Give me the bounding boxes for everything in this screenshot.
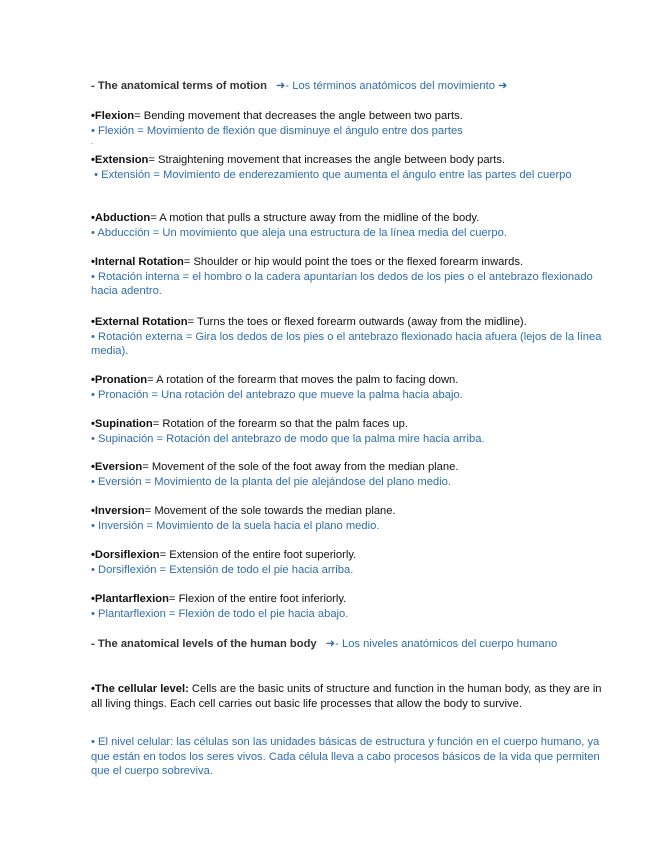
term-translation: • Pronación = Una rotación del antebrazo que mueve la palma hacia abajo. <box>91 388 463 401</box>
term-name: •External Rotation <box>91 316 188 328</box>
term-extension: •Extension= Straightening movement that increases the angle between body parts. • Extensión = Movimiento de enderezamiento que aumenta el ángulo entre las partes del cuerpo <box>91 153 603 182</box>
arrow-icon: ➜ <box>325 638 336 650</box>
section-heading-levels <box>91 637 603 652</box>
term-translation: • Extensión = Movimiento de enderezamiento que aumenta el ángulo entre las partes del cuerpo <box>91 168 572 181</box>
term-definition: Movement of the sole of the foot away from the median plane. <box>151 461 459 473</box>
term-definition: Turns the toes or flexed forearm outwards (away from the midline). <box>197 316 527 328</box>
term-external-rotation: •External Rotation= Turns the toes or flexed forearm outwards (away from the midline). • Rotación externa = Gira los dedos de los pies o el antebrazo flexionado hacia afuera (lejos de la línea media). <box>91 316 602 357</box>
section-heading-es: - Los términos anatómicos del movimiento ➜ <box>285 80 508 92</box>
term-name: •Abduction <box>91 212 151 224</box>
section-heading-es: - Los niveles anatómicos del cuerpo humano <box>335 638 558 650</box>
term-translation: • Supinación = Rotación del antebrazo de modo que la palma mire hacia arriba. <box>91 432 485 445</box>
term-eversion: •Eversion= Movement of the sole of the foot away from the median plane. • Eversión = Movimiento de la planta del pie alejándose del plano medio. <box>91 460 603 489</box>
section-heading-en: - The anatomical terms of motion <box>91 80 267 92</box>
term-pronation: •Pronation= A rotation of the forearm that moves the palm to facing down. • Pronación = Una rotación del antebrazo que mueve la palma hacia abajo. <box>91 373 603 402</box>
term-name: •Supination <box>91 418 153 430</box>
term-definition: Movement of the sole towards the median plane. <box>154 505 396 517</box>
term-name: •Eversion <box>91 461 143 473</box>
term-name: •Extension <box>91 154 149 166</box>
level-cellular <box>91 682 603 711</box>
term-translation: • Eversión = Movimiento de la planta del pie alejándose del plano medio. <box>91 475 451 488</box>
level-definition: Cells are the basic units of structure and function in the human body, as they are in all living things. Each cell carries out basic life processes that allow the body to survive. <box>91 683 602 710</box>
term-flexion: •Flexion= Bending movement that decreases the angle between two parts. • Flexión = Movimiento de flexión que disminuye el ángulo entre dos partes . <box>91 109 603 146</box>
section-heading-en: - The anatomical levels of the human body <box>91 638 317 650</box>
term-translation: • Inversión = Movimiento de la suela hacia el plano medio. <box>91 519 380 532</box>
term-name: •Plantarflexion <box>91 593 169 605</box>
term-translation: • Rotación externa = Gira los dedos de los pies o el antebrazo flexionado hacia afuera (lejos de la línea media). <box>91 330 602 357</box>
term-definition: A rotation of the forearm that moves the palm to facing down. <box>156 374 459 386</box>
term-name: •Dorsiflexion <box>91 549 160 561</box>
term-definition: Straightening movement that increases the angle between body parts. <box>158 154 506 166</box>
term-definition: Rotation of the forearm so that the palm faces up. <box>162 418 409 430</box>
section-heading-motion <box>91 79 603 94</box>
term-translation: • Plantarflexion = Flexión de todo el pie hacia abajo. <box>91 607 349 620</box>
term-translation: • Flexión = Movimiento de flexión que disminuye el ángulo entre dos partes <box>91 124 463 137</box>
term-internal-rotation: •Internal Rotation= Shoulder or hip would point the toes or the flexed forearm inwards. • Rotación interna = el hombro o la cadera apuntarían los dedos de los pies o el antebrazo flexionado hacia adentro. <box>91 255 603 299</box>
term-inversion: •Inversion= Movement of the sole towards the median plane. • Inversión = Movimiento de la suela hacia el plano medio. <box>91 504 603 533</box>
term-definition: Flexion of the entire foot inferiorly. <box>178 593 347 605</box>
term-plantarflexion: •Plantarflexion= Flexion of the entire foot inferiorly. • Plantarflexion = Flexión de todo el pie hacia abajo. <box>91 592 603 621</box>
term-dorsiflexion: •Dorsiflexion= Extension of the entire foot superiorly. • Dorsiflexión = Extensión de todo el pie hacia arriba. <box>91 548 603 577</box>
level-translation: • El nivel celular: las células son las unidades básicas de estructura y función en el cuerpo humano, ya que están en todos los seres vivos. Cada célula lleva a cabo procesos básicos de la vida que permiten que el cuerpo sobreviva. <box>91 736 600 777</box>
term-translation: • Dorsiflexión = Extensión de todo el pie hacia arriba. <box>91 563 354 576</box>
term-abduction: •Abduction= A motion that pulls a structure away from the midline of the body. • Abducción = Un movimiento que aleja una estructura de la línea media del cuerpo. <box>91 211 603 240</box>
term-definition: Bending movement that decreases the angle between two parts. <box>143 110 463 122</box>
term-name: •Internal Rotation <box>91 256 184 268</box>
arrow-icon: ➜ <box>276 80 286 92</box>
term-definition: Shoulder or hip would point the toes or the flexed forearm inwards. <box>193 256 524 268</box>
trailing-dot: . <box>91 137 94 146</box>
term-definition: Extension of the entire foot superiorly. <box>169 549 357 561</box>
term-definition: A motion that pulls a structure away from the midline of the body. <box>159 212 480 224</box>
term-translation: • Abducción = Un movimiento que aleja una estructura de la línea media del cuerpo. <box>91 226 507 239</box>
term-name: •Pronation <box>91 374 148 386</box>
term-supination: •Supination= Rotation of the forearm so that the palm faces up. • Supinación = Rotación del antebrazo de modo que la palma mire hacia arriba. <box>91 417 603 446</box>
term-name: •Inversion <box>91 505 145 517</box>
term-name: •Flexion <box>91 110 135 122</box>
level-name: •The cellular level: <box>91 683 189 695</box>
term-translation: • Rotación interna = el hombro o la cadera apuntarían los dedos de los pies o el antebrazo flexionado hacia adentro. <box>91 270 593 297</box>
level-cellular-translation <box>91 735 603 779</box>
